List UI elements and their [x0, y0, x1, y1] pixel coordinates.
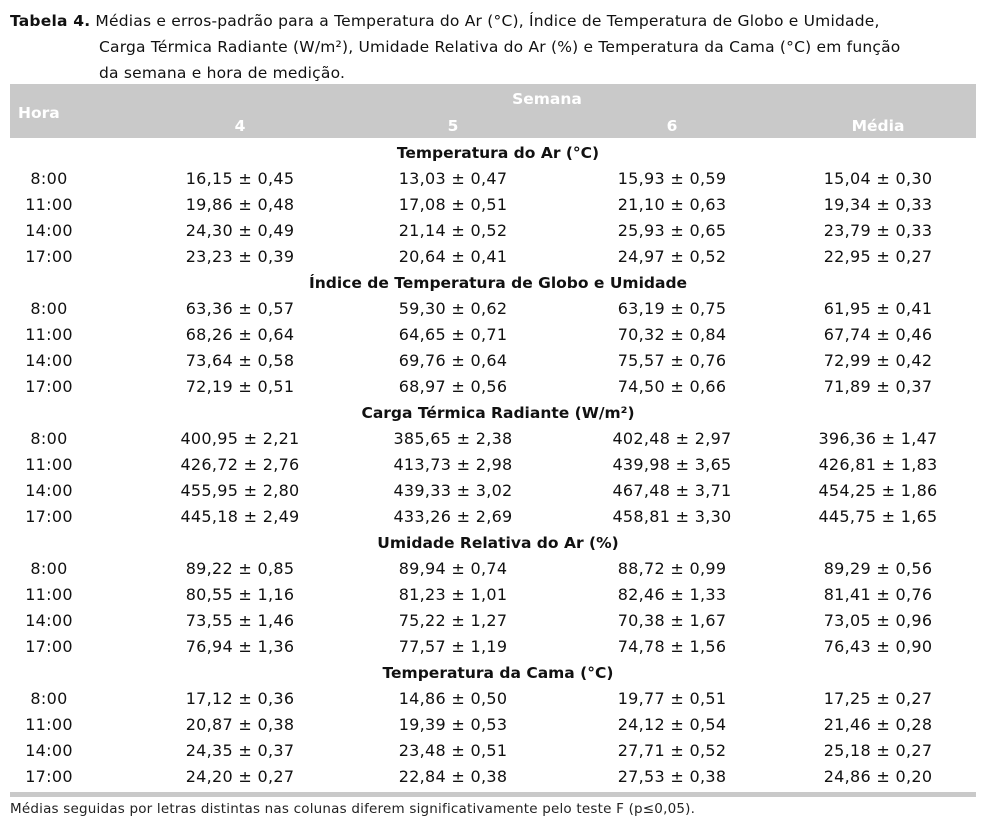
- value-week-6: 24,12 ± 0,54: [617, 715, 727, 734]
- value-week-5: 22,84 ± 0,38: [398, 767, 508, 786]
- value-week-6: 402,48 ± 2,97: [612, 429, 732, 448]
- value-week-5: 439,33 ± 3,02: [393, 481, 513, 500]
- value-week-5: 21,14 ± 0,52: [398, 221, 508, 240]
- table-row: [10, 192, 976, 218]
- cell-hora: 8:00: [30, 429, 68, 448]
- value-week-5: 64,65 ± 0,71: [398, 325, 508, 344]
- value-media: 76,43 ± 0,90: [823, 637, 933, 656]
- value-media: 61,95 ± 0,41: [823, 299, 933, 318]
- table-row: [10, 608, 976, 634]
- value-week-6: 27,53 ± 0,38: [617, 767, 727, 786]
- value-media: 23,79 ± 0,33: [823, 221, 933, 240]
- cell-hora: 11:00: [25, 715, 73, 734]
- table-row: [10, 452, 976, 478]
- caption-line-1: [10, 8, 990, 34]
- value-week-5: 75,22 ± 1,27: [398, 611, 508, 630]
- value-week-6: 63,19 ± 0,75: [617, 299, 727, 318]
- cell-hora: 14:00: [25, 351, 73, 370]
- value-media: 426,81 ± 1,83: [818, 455, 938, 474]
- value-week-4: 72,19 ± 0,51: [185, 377, 295, 396]
- value-week-4: 89,22 ± 0,85: [185, 559, 295, 578]
- value-week-4: 426,72 ± 2,76: [180, 455, 300, 474]
- value-media: 71,89 ± 0,37: [823, 377, 933, 396]
- table-row: [10, 374, 976, 400]
- value-week-6: 70,32 ± 0,84: [617, 325, 727, 344]
- value-week-6: 25,93 ± 0,65: [617, 221, 727, 240]
- value-week-6: 21,10 ± 0,63: [617, 195, 727, 214]
- value-week-6: 74,78 ± 1,56: [617, 637, 727, 656]
- value-week-4: 73,55 ± 1,46: [185, 611, 295, 630]
- value-week-6: 24,97 ± 0,52: [617, 247, 727, 266]
- section-title: Carga Térmica Radiante (W/m²): [361, 404, 635, 422]
- value-week-6: 70,38 ± 1,67: [617, 611, 727, 630]
- value-week-4: 80,55 ± 1,16: [185, 585, 295, 604]
- value-week-6: 458,81 ± 3,30: [612, 507, 732, 526]
- value-week-5: 13,03 ± 0,47: [398, 169, 508, 188]
- value-media: 19,34 ± 0,33: [823, 195, 933, 214]
- table-row: [10, 686, 976, 712]
- value-week-6: 15,93 ± 0,59: [617, 169, 727, 188]
- cell-hora: 11:00: [25, 195, 73, 214]
- table-row: [10, 712, 976, 738]
- value-week-5: 68,97 ± 0,56: [398, 377, 508, 396]
- value-media: 445,75 ± 1,65: [818, 507, 938, 526]
- value-week-5: 19,39 ± 0,53: [398, 715, 508, 734]
- cell-hora: 17:00: [25, 637, 73, 656]
- value-media: 72,99 ± 0,42: [823, 351, 933, 370]
- cell-hora: 17:00: [25, 767, 73, 786]
- value-week-5: 14,86 ± 0,50: [398, 689, 508, 708]
- table-row: [10, 348, 976, 374]
- table-row: [10, 582, 976, 608]
- table-row: [10, 556, 976, 582]
- value-week-6: 74,50 ± 0,66: [617, 377, 727, 396]
- value-media: 73,05 ± 0,96: [823, 611, 933, 630]
- header-col-4: 4: [234, 117, 246, 135]
- header-col-media: Média: [851, 117, 905, 135]
- value-media: 15,04 ± 0,30: [823, 169, 933, 188]
- table-row: [10, 426, 976, 452]
- cell-hora: 14:00: [25, 611, 73, 630]
- table-row: [10, 478, 976, 504]
- table-row: [10, 244, 976, 270]
- cell-hora: 14:00: [25, 221, 73, 240]
- table-caption: [10, 8, 990, 86]
- cell-hora: 14:00: [25, 741, 73, 760]
- value-week-4: 16,15 ± 0,45: [185, 169, 295, 188]
- value-media: 22,95 ± 0,27: [823, 247, 933, 266]
- cell-hora: 17:00: [25, 247, 73, 266]
- value-week-4: 24,35 ± 0,37: [185, 741, 295, 760]
- value-media: 24,86 ± 0,20: [823, 767, 933, 786]
- value-media: 396,36 ± 1,47: [818, 429, 938, 448]
- table-row: [10, 322, 976, 348]
- header-hora: Hora: [18, 104, 60, 122]
- value-week-4: 17,12 ± 0,36: [185, 689, 295, 708]
- value-week-5: 81,23 ± 1,01: [398, 585, 508, 604]
- value-week-5: 69,76 ± 0,64: [398, 351, 508, 370]
- table-row: [10, 166, 976, 192]
- value-week-5: 59,30 ± 0,62: [398, 299, 508, 318]
- cell-hora: 11:00: [25, 455, 73, 474]
- value-week-4: 24,30 ± 0,49: [185, 221, 295, 240]
- table-row: [10, 764, 976, 790]
- cell-hora: 14:00: [25, 481, 73, 500]
- value-week-5: 23,48 ± 0,51: [398, 741, 508, 760]
- table-row: [10, 634, 976, 660]
- table-row: [10, 296, 976, 322]
- cell-hora: 11:00: [25, 585, 73, 604]
- value-media: 17,25 ± 0,27: [823, 689, 933, 708]
- header-semana: Semana: [512, 90, 582, 108]
- value-week-4: 73,64 ± 0,58: [185, 351, 295, 370]
- value-week-4: 63,36 ± 0,57: [185, 299, 295, 318]
- value-week-5: 433,26 ± 2,69: [393, 507, 513, 526]
- table-row: [10, 504, 976, 530]
- cell-hora: 8:00: [30, 689, 68, 708]
- value-week-6: 467,48 ± 3,71: [612, 481, 732, 500]
- value-week-5: 413,73 ± 2,98: [393, 455, 513, 474]
- value-week-6: 88,72 ± 0,99: [617, 559, 727, 578]
- value-media: 454,25 ± 1,86: [818, 481, 938, 500]
- cell-hora: 17:00: [25, 507, 73, 526]
- caption-text-1: Médias e erros-padrão para a Temperatura do Ar (°C), Índice de Temperatura de Globo e Umidade,: [90, 12, 880, 30]
- table-bottom-rule: [10, 792, 976, 797]
- value-media: 21,46 ± 0,28: [823, 715, 933, 734]
- value-week-6: 75,57 ± 0,76: [617, 351, 727, 370]
- value-week-5: 17,08 ± 0,51: [398, 195, 508, 214]
- value-week-5: 20,64 ± 0,41: [398, 247, 508, 266]
- header-col-6: 6: [666, 117, 678, 135]
- value-week-6: 27,71 ± 0,52: [617, 741, 727, 760]
- caption-line-2: Carga Térmica Radiante (W/m²), Umidade Relativa do Ar (%) e Temperatura da Cama (°C) em função: [99, 38, 901, 56]
- section-title: Temperatura do Ar (°C): [396, 144, 600, 162]
- section-title: Temperatura da Cama (°C): [382, 664, 614, 682]
- value-week-5: 89,94 ± 0,74: [398, 559, 508, 578]
- value-week-4: 19,86 ± 0,48: [185, 195, 295, 214]
- section-title: Umidade Relativa do Ar (%): [377, 534, 619, 552]
- cell-hora: 8:00: [30, 559, 68, 578]
- value-week-6: 19,77 ± 0,51: [617, 689, 727, 708]
- value-week-4: 445,18 ± 2,49: [180, 507, 300, 526]
- caption-line-3: da semana e hora de medição.: [99, 64, 346, 82]
- value-media: 67,74 ± 0,46: [823, 325, 933, 344]
- value-week-4: 68,26 ± 0,64: [185, 325, 295, 344]
- table-row: [10, 218, 976, 244]
- value-week-4: 455,95 ± 2,80: [180, 481, 300, 500]
- value-week-4: 76,94 ± 1,36: [185, 637, 295, 656]
- table-header: [10, 84, 976, 138]
- section-title: Índice de Temperatura de Globo e Umidade: [308, 274, 688, 292]
- table-row: [10, 738, 976, 764]
- table-footnote: Médias seguidas por letras distintas nas colunas diferem significativamente pelo teste F (p≤0,05).: [10, 801, 696, 817]
- value-week-6: 82,46 ± 1,33: [617, 585, 727, 604]
- caption-label: Tabela 4.: [10, 12, 91, 30]
- header-col-5: 5: [447, 117, 459, 135]
- cell-hora: 8:00: [30, 299, 68, 318]
- cell-hora: 11:00: [25, 325, 73, 344]
- value-week-4: 24,20 ± 0,27: [185, 767, 295, 786]
- value-media: 89,29 ± 0,56: [823, 559, 933, 578]
- value-media: 81,41 ± 0,76: [823, 585, 933, 604]
- value-media: 25,18 ± 0,27: [823, 741, 933, 760]
- table-body: [10, 140, 976, 790]
- value-week-5: 385,65 ± 2,38: [393, 429, 513, 448]
- value-week-4: 20,87 ± 0,38: [185, 715, 295, 734]
- value-week-6: 439,98 ± 3,65: [612, 455, 732, 474]
- cell-hora: 17:00: [25, 377, 73, 396]
- cell-hora: 8:00: [30, 169, 68, 188]
- value-week-4: 23,23 ± 0,39: [185, 247, 295, 266]
- value-week-4: 400,95 ± 2,21: [180, 429, 300, 448]
- value-week-5: 77,57 ± 1,19: [398, 637, 508, 656]
